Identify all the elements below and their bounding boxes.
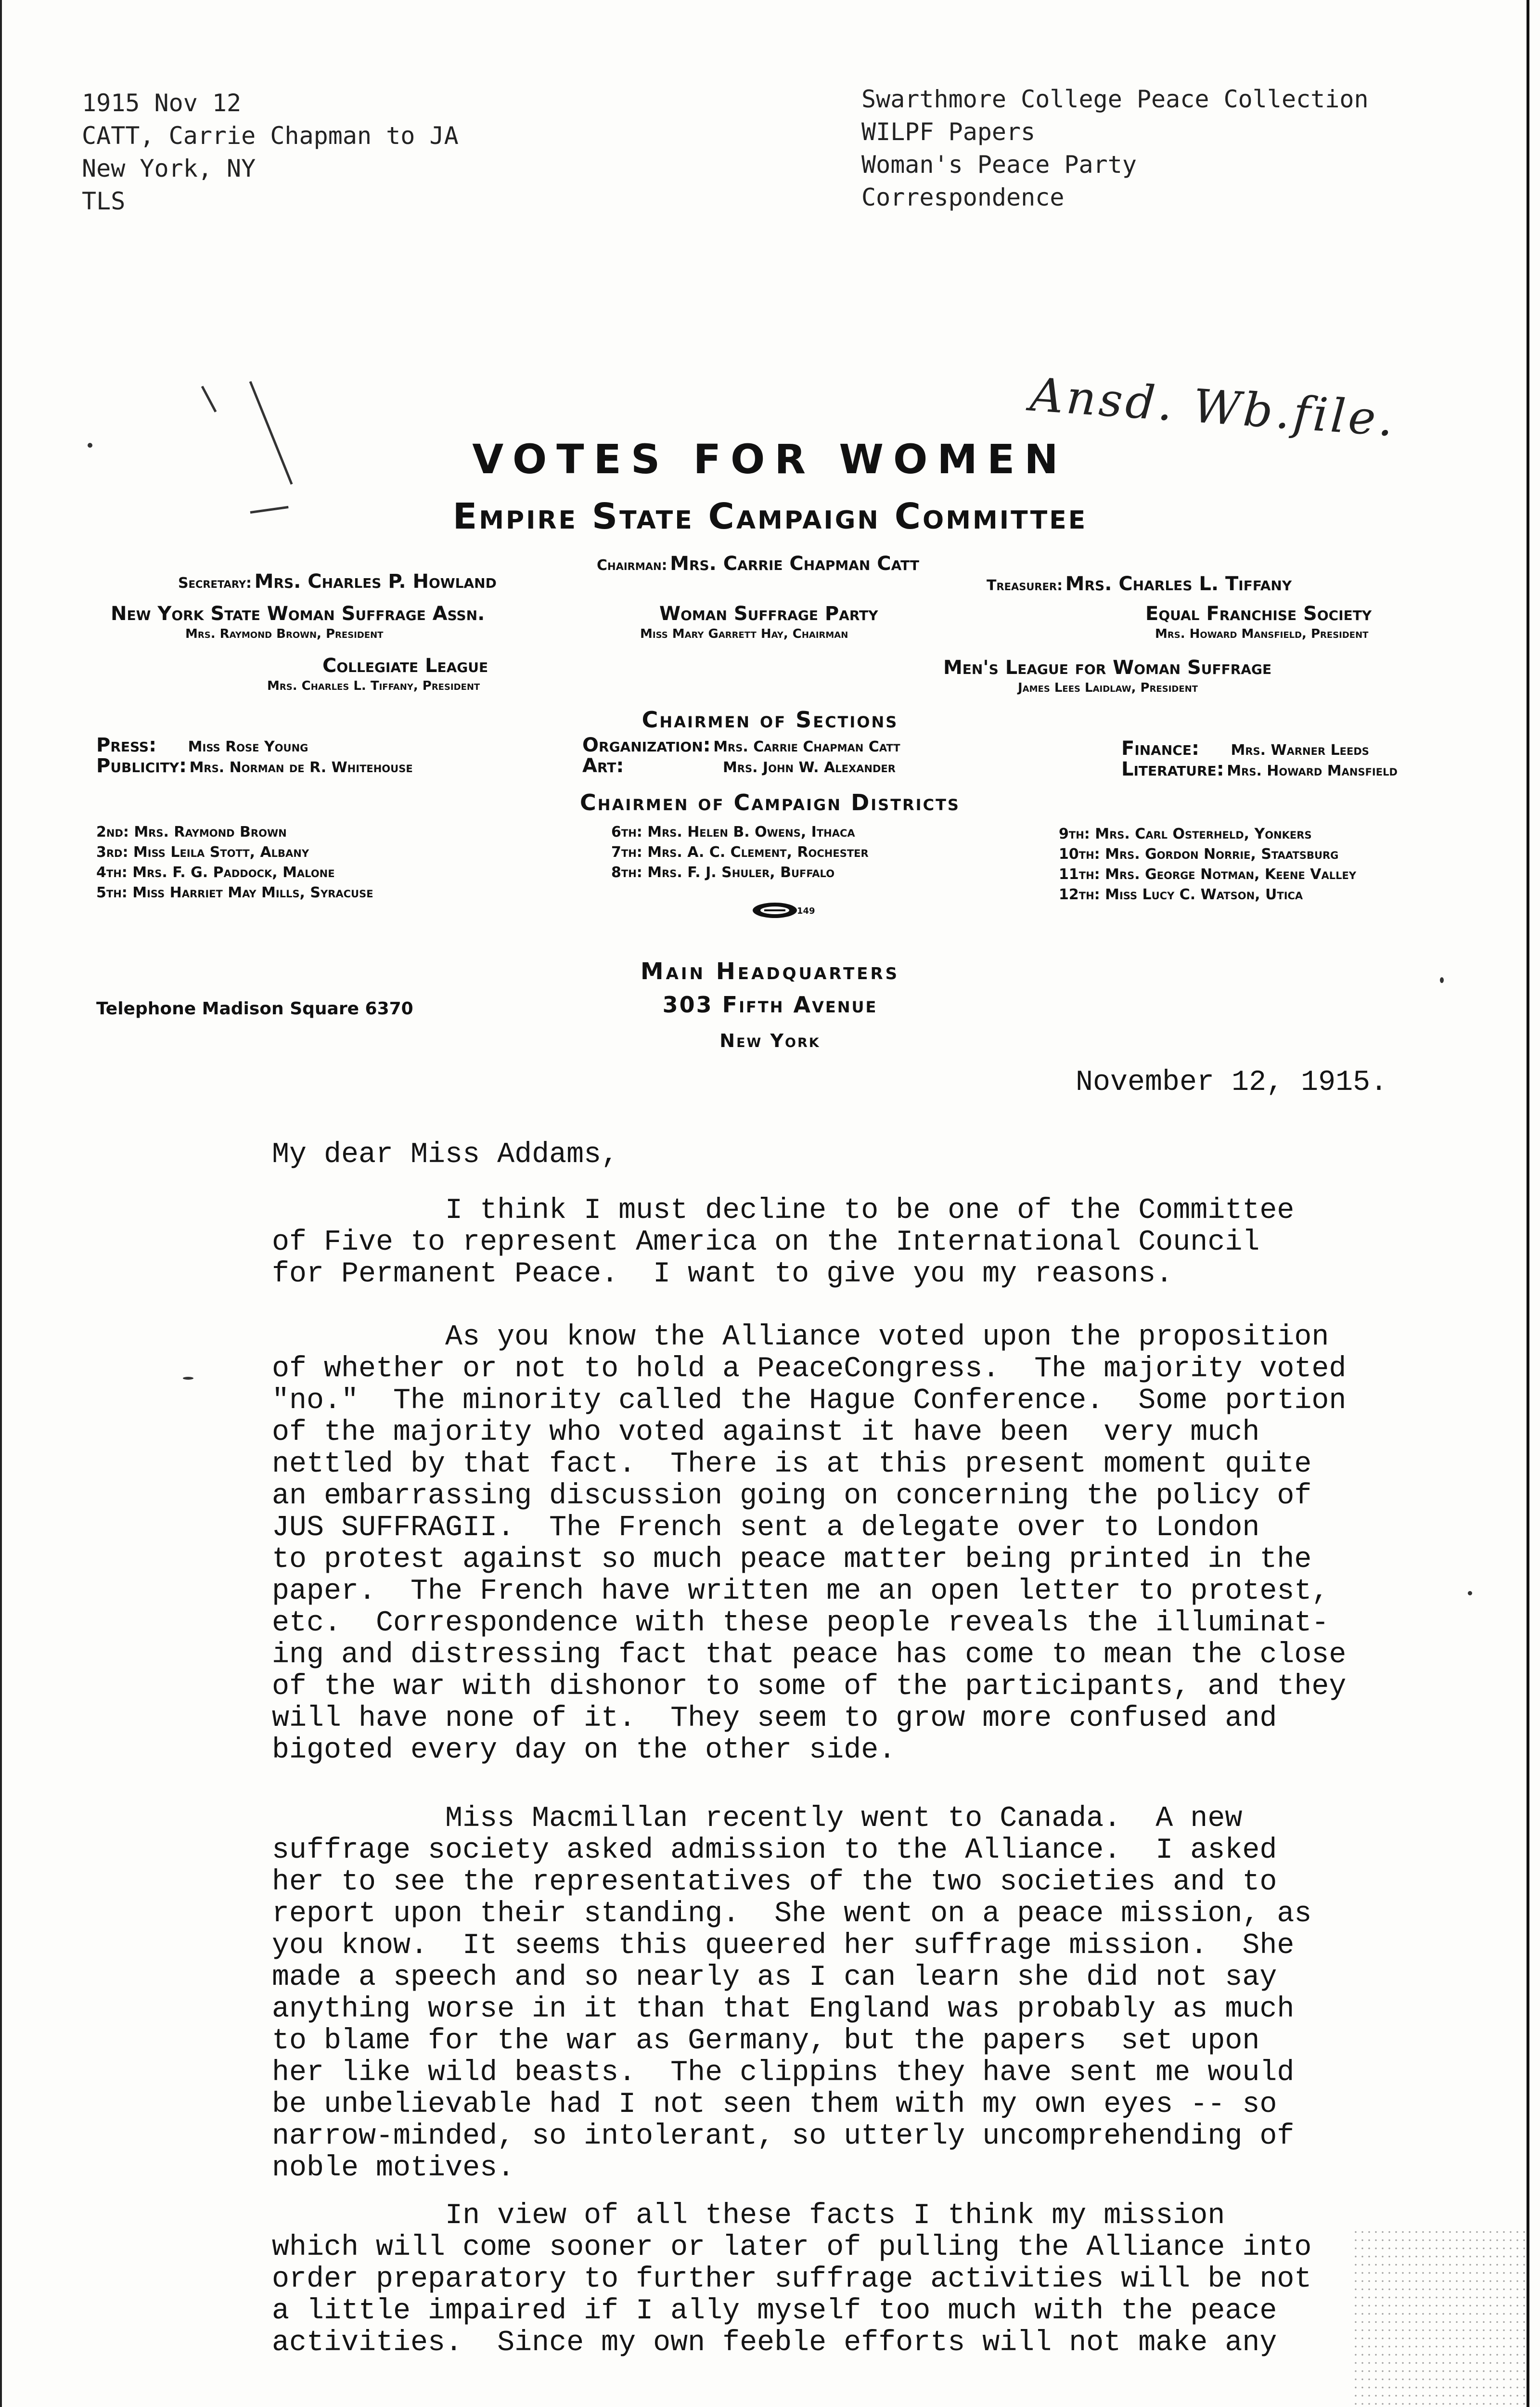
- archive-collection: [861, 83, 1369, 214]
- org-officer: Mrs. Charles L. Tiffany, President: [267, 679, 480, 693]
- finance-name: Mrs. Warner Leeds: [1231, 742, 1369, 759]
- section-publicity: [96, 755, 413, 777]
- organization-label: Organization:: [582, 734, 711, 756]
- district-entry: 10th: Mrs. Gordon Norrie, Staatsburg: [1059, 846, 1339, 863]
- page-edge-right: [1527, 0, 1529, 2407]
- org-officer: Mrs. Howard Mansfield, President: [1155, 627, 1369, 641]
- text-line: etc. Correspondence with these people reveals the illuminat-: [272, 1607, 1329, 1640]
- district-entry: 5th: Miss Harriet May Mills, Syracuse: [96, 884, 373, 901]
- publicity-name: Mrs. Norman de R. Whitehouse: [189, 759, 413, 776]
- text-line: Miss Macmillan recently went to Canada. A new: [272, 1802, 1243, 1835]
- union-label-number: 149: [797, 906, 815, 916]
- scan-speck: [88, 443, 92, 448]
- treasurer-label: Treasurer:: [987, 577, 1063, 594]
- org-name: New York State Woman Suffrage Assn.: [111, 603, 485, 625]
- hq-city: New York: [719, 1030, 821, 1051]
- text-line: "no." The minority called the Hague Conference. Some portion: [272, 1385, 1347, 1417]
- org-efs: [1145, 603, 1372, 641]
- secretary-name: Mrs. Charles P. Howland: [254, 570, 497, 593]
- text-line: you know. It seems this queered her suffrage mission. She: [272, 1929, 1295, 1962]
- archive-correspondents: CATT, Carrie Chapman to JA: [82, 122, 459, 150]
- district-entry: 11th: Mrs. George Notman, Keene Valley: [1059, 866, 1357, 883]
- org-officer: Miss Mary Garrett Hay, Chairman: [640, 627, 848, 641]
- paragraph-2: [272, 1321, 1346, 1766]
- district-entry: 8th: Mrs. F. J. Shuler, Buffalo: [611, 864, 835, 881]
- text-line: of whether or not to hold a PeaceCongress. The majority voted: [272, 1353, 1347, 1385]
- finance-label: Finance:: [1121, 738, 1199, 760]
- section-finance: [1121, 738, 1369, 760]
- text-line: for Permanent Peace. I want to give you my reasons.: [272, 1258, 1173, 1291]
- district-entry: 9th: Mrs. Carl Osterheld, Yonkers: [1059, 826, 1312, 842]
- text-line: In view of all these facts I think my mission: [272, 2200, 1225, 2232]
- text-line: an embarrassing discussion going on concerning the policy of: [272, 1480, 1312, 1513]
- text-line: a little impaired if I ally myself too much with the peace: [272, 2295, 1277, 2328]
- text-line: order preparatory to further suffrage activities will be not: [272, 2263, 1312, 2296]
- organization-name: Mrs. Carrie Chapman Catt: [713, 738, 900, 755]
- secretary-label: Secretary:: [178, 575, 252, 592]
- handwritten-annotation: Ansd. Wb.file.: [1028, 367, 1398, 447]
- letterhead-subtitle: Empire State Campaign Committee: [452, 496, 1088, 537]
- telephone: Telephone Madison Square 6370: [96, 999, 413, 1019]
- org-mens-league: [943, 657, 1271, 695]
- district-entry: 2nd: Mrs. Raymond Brown: [96, 824, 287, 841]
- scan-speck: [183, 1377, 193, 1380]
- text-line: report upon their standing. She went on a peace mission, as: [272, 1898, 1312, 1930]
- text-line: will have none of it. They seem to grow more confused and: [272, 1702, 1277, 1735]
- text-line: activities. Since my own feeble efforts will not make any: [272, 2327, 1277, 2359]
- text-line: her to see the representatives of the two societies and to: [272, 1866, 1277, 1899]
- letter-date: November 12, 1915.: [1076, 1066, 1388, 1099]
- collection-name: Swarthmore College Peace Collection: [861, 85, 1369, 113]
- scan-speck: [1440, 977, 1444, 983]
- district-entry: 6th: Mrs. Helen B. Owens, Ithaca: [611, 824, 855, 841]
- text-line: nettled by that fact. There is at this present moment quite: [272, 1448, 1312, 1481]
- collection-series: Woman's Peace Party: [861, 151, 1137, 179]
- text-line: anything worse in it than that England was probably as much: [272, 1993, 1295, 2026]
- archive-format: TLS: [82, 187, 126, 215]
- chairman-name: Mrs. Carrie Chapman Catt: [670, 553, 919, 575]
- org-wsp: [640, 603, 878, 641]
- publicity-label: Publicity:: [96, 755, 187, 777]
- districts-heading: Chairmen of Campaign Districts: [580, 789, 960, 815]
- text-line: I think I must decline to be one of the Committee: [272, 1194, 1295, 1227]
- text-line: bigoted every day on the other side.: [272, 1734, 896, 1767]
- art-name: Mrs. John W. Alexander: [722, 759, 896, 776]
- org-officer: James Lees Laidlaw, President: [1018, 681, 1198, 695]
- chairman-label: Chairman:: [597, 557, 667, 574]
- text-line: narrow-minded, so intolerant, so utterly uncomprehending of: [272, 2120, 1295, 2153]
- scan-noise: [1352, 2228, 1526, 2407]
- districts-column-3: [1059, 824, 1356, 905]
- text-line: paper. The French have written me an open letter to protest,: [272, 1575, 1329, 1608]
- text-line: suffrage society asked admission to the Alliance. I asked: [272, 1834, 1277, 1867]
- paragraph-4: [272, 2200, 1311, 2359]
- text-line: made a speech and so nearly as I can learn she did not say: [272, 1961, 1277, 1994]
- districts-column-1: [96, 822, 373, 903]
- archive-citation: [82, 87, 459, 218]
- treasurer-name: Mrs. Charles L. Tiffany: [1065, 573, 1292, 595]
- hq-address: 303 Fifth Avenue: [662, 992, 878, 1018]
- press-name: Miss Rose Young: [188, 738, 308, 755]
- union-label-mark: [751, 901, 815, 919]
- collection-subseries: Correspondence: [861, 183, 1065, 211]
- section-press: [96, 734, 308, 756]
- section-literature: [1121, 758, 1398, 780]
- org-name: Woman Suffrage Party: [659, 603, 878, 625]
- letterhead-title: VOTES FOR WOMEN: [472, 436, 1068, 483]
- hq-heading: Main Headquarters: [640, 958, 900, 985]
- text-line: of Five to represent America on the International Council: [272, 1226, 1260, 1259]
- text-line: be unbelievable had I not seen them with my own eyes -- so: [272, 2088, 1277, 2121]
- chairman-line: [597, 553, 919, 575]
- org-collegiate: [267, 655, 488, 693]
- text-line: her like wild beasts. The clippins they have sent me would: [272, 2057, 1295, 2089]
- secretary-line: [178, 570, 497, 593]
- district-entry: 7th: Mrs. A. C. Clement, Rochester: [611, 844, 869, 861]
- paragraph-1: [272, 1195, 1294, 1290]
- text-line: noble motives.: [272, 2152, 515, 2185]
- section-art: [582, 755, 896, 777]
- org-name: Equal Franchise Society: [1145, 603, 1372, 625]
- literature-label: Literature:: [1121, 758, 1224, 780]
- scan-speck: [1468, 1591, 1472, 1595]
- text-line: As you know the Alliance voted upon the proposition: [272, 1321, 1329, 1354]
- paragraph-3: [272, 1803, 1311, 2184]
- archive-place: New York, NY: [82, 155, 256, 182]
- org-name: Collegiate League: [322, 655, 488, 677]
- section-organization: [582, 734, 900, 756]
- pen-mark: [201, 386, 217, 412]
- text-line: to protest against so much peace matter being printed in the: [272, 1543, 1312, 1576]
- collection-papers: WILPF Papers: [861, 118, 1036, 146]
- page-edge-left: [0, 0, 2, 2407]
- org-nywsa: [111, 603, 485, 641]
- text-line: JUS SUFFRAGII. The French sent a delegate over to London: [272, 1512, 1260, 1544]
- text-line: ing and distressing fact that peace has come to mean the close: [272, 1639, 1347, 1671]
- text-line: of the majority who voted against it have been very much: [272, 1416, 1260, 1449]
- org-officer: Mrs. Raymond Brown, President: [185, 627, 384, 641]
- district-entry: 4th: Mrs. F. G. Paddock, Malone: [96, 864, 335, 881]
- treasurer-line: [987, 573, 1292, 595]
- art-label: Art:: [582, 755, 624, 777]
- district-entry: 12th: Miss Lucy C. Watson, Utica: [1059, 886, 1303, 903]
- text-line: of the war with dishonor to some of the participants, and they: [272, 1670, 1347, 1703]
- press-label: Press:: [96, 734, 157, 756]
- text-line: to blame for the war as Germany, but the papers set upon: [272, 2025, 1260, 2058]
- district-entry: 3rd: Miss Leila Stott, Albany: [96, 844, 309, 861]
- districts-column-2: [611, 822, 869, 883]
- letter-salutation: My dear Miss Addams,: [272, 1139, 619, 1171]
- sections-heading: Chairmen of Sections: [642, 707, 898, 733]
- org-name: Men's League for Woman Suffrage: [943, 657, 1272, 679]
- archive-date: 1915 Nov 12: [82, 89, 242, 117]
- literature-name: Mrs. Howard Mansfield: [1227, 763, 1398, 779]
- text-line: which will come sooner or later of pulling the Alliance into: [272, 2231, 1312, 2264]
